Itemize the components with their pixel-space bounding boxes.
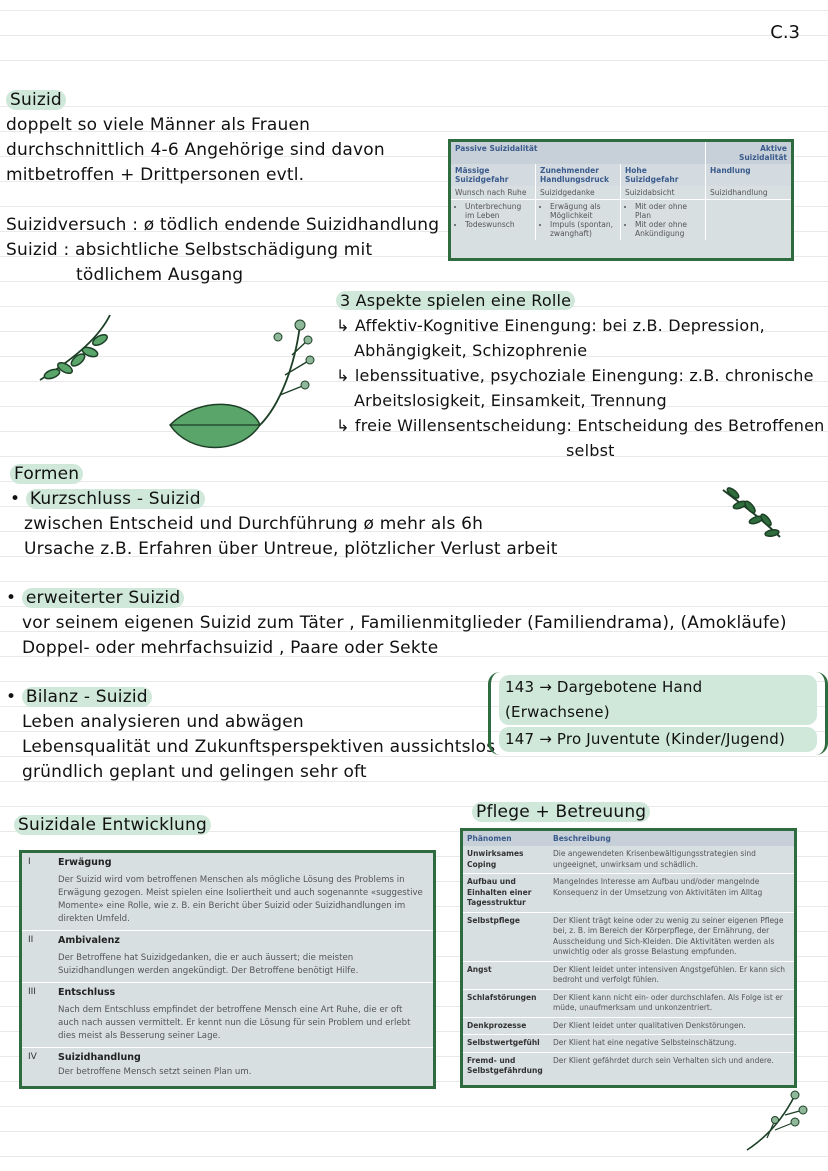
erweitert-title: erweiterter Suizid [22,588,185,608]
stage-number: IV [28,1052,37,1062]
col-header: Phänomen [463,831,549,846]
suizid-line: durchschnittlich 4-6 Angehörige sind davon [6,140,385,160]
phaenomen: Angst [463,961,549,989]
list-item: • Erwägung als Möglichkeit [550,202,616,220]
stage-text: Der betroffene Mensch setzt seinen Plan um. [58,1067,252,1077]
beschreibung: Der Klient trägt keine oder zu wenig zu seiner eigenen Pflege bei, z. B. im Bereich der Körperpflege, der Ernährung, der Ausscheidung und Sich-Kleiden. Die Aktivitäten werden als unwichtig oder als grosse Belastung empfunden. [549,912,794,961]
stage-number: I [28,857,31,867]
table-row [463,1035,794,1053]
bilanz-line: gründlich geplant und gelingen sehr oft [22,762,367,782]
beschreibung: Der Klient hat eine negative Selbsteinschätzung. [549,1035,794,1053]
erweitert-line: Doppel- oder mehrfachsuizid , Paare oder Sekte [22,638,439,658]
stage-row [22,1048,433,1083]
hotline-143: 143 → Dargebotene Hand (Erwachsene) [499,675,817,725]
bilanz-line: Leben analysieren und abwägen [22,712,304,732]
list-item: • Mit oder ohne Plan [635,202,701,220]
active-label: Aktive Suizidalität [706,142,792,164]
entwicklung-heading: Suizidale Entwicklung [14,815,211,835]
erweitert-section: • erweiterter Suizid vor seinem eigenen Suizid zum Täter , Familienmitglieder (Familiendrama), (Amokläufe) Doppel- oder mehrfachsuizid , Paare oder Sekte [6,586,787,661]
list-item: • Todeswunsch [465,220,531,229]
stage-row [22,853,433,931]
sprig-icon [30,310,120,390]
entwicklung-table [19,850,436,1089]
aspekte-heading: 3 Aspekte spielen eine Rolle [336,291,575,310]
stage-title: Erwägung [58,857,112,868]
kurzschluss-title: Kurzschluss - Suizid [26,489,205,509]
beschreibung: Der Klient leidet unter intensiven Angstgefühlen. Er kann sich bedroht und verfolgt fühlen. [549,961,794,989]
col-header: Beschreibung [549,831,794,846]
table-cell: Wunsch nach Ruhe [451,186,536,200]
list-item: • Mit oder ohne Ankündigung [635,220,701,238]
table-row [463,1052,794,1080]
col-header: Hohe Suizidgefahr [621,164,706,186]
stage-row [22,931,433,983]
aspekt-item: ↳ lebenssituative, psychoziale Einengung: z.B. chronische [336,366,814,385]
table-row [463,846,794,874]
aspekt-item-cont: Abhängigkeit, Schizophrenie [354,341,588,360]
beschreibung: Die angewendeten Krisenbewältigungsstrategien sind ungeeignet, unwirksam und schädlich. [549,846,794,874]
formen-section: Formen • Kurzschluss - Suizid zwischen Entscheid und Durchführung ø mehr als 6h Ursache z.B. Erfahren über Untreue, plötzlicher Verlust arbeit [10,462,558,562]
aspekt-item: ↳ Affektiv-Kognitive Einengung: bei z.B. Depression, [336,316,765,335]
beschreibung: Der Klient kann nicht ein- oder durchschlafen. Als Folge ist er müde, unaufmerksam und unkonzentriert. [549,989,794,1017]
pflege-heading-wrap [472,800,650,825]
phaenomen: Selbstpflege [463,912,549,961]
suizid-section [6,88,385,188]
table-row [463,1017,794,1035]
col-header: Zunehmender Handlungsdruck [536,164,621,186]
phaenomen: Denkprozesse [463,1017,549,1035]
fern-icon [718,485,788,545]
bilanz-section: • Bilanz - Suizid Leben analysieren und abwägen Lebensqualität und Zukunftsperspektiven aussichtslos gründlich geplant und gelingen sehr oft [6,685,495,785]
suizid-definitions [6,213,439,288]
phaenomen: Unwirksames Coping [463,846,549,874]
beschreibung: Der Klient gefährdet durch sein Verhalten sich und andere. [553,1055,774,1065]
page-number: C.3 [770,22,800,43]
phaenomen: Selbstwertgefühl [463,1035,549,1053]
table-cell: Suizidhandlung [706,186,792,200]
stage-text: Der Betroffene hat Suizidgedanken, die er auch äussert; die meisten Suizidhandlungen werden angekündigt. Der Betroffene benötigt Hilfe. [58,953,359,976]
stage-title: Suizidhandlung [58,1052,141,1063]
bilanz-title: Bilanz - Suizid [22,687,152,707]
hotlines-box [488,672,828,755]
pflege-table [460,828,797,1088]
entwicklung-heading-wrap [14,813,211,838]
beschreibung: Der Klient leidet unter qualitativen Denkstörungen. [549,1017,794,1035]
col-header: Handlung [706,164,792,186]
kurzschluss-line: Ursache z.B. Erfahren über Untreue, plötzlicher Verlust arbeit [24,539,558,559]
aspekte-section [336,288,825,463]
big-leaf-icon [160,315,320,465]
stage-title: Entschluss [58,987,116,998]
stage-row [22,983,433,1048]
stage-text: Der Suizid wird vom betroffenen Menschen als mögliche Lösung des Problems in Erwägung gezogen. Meist spielen eine Isoliertheit und auch sogenannte «suggestive Momente» eine Rolle, wie z. B. ein Bericht über Suizid oder Suizidhandlungen im direkten Umfeld. [58,875,423,924]
suizid-line: doppelt so viele Männer als Frauen [6,115,311,135]
aspekt-item: ↳ freie Willensentscheidung: Entscheidung des Betroffenen [336,416,825,435]
suizidalitaet-table [448,139,794,261]
aspekt-item-cont: Arbeitslosigkeit, Einsamkeit, Trennung [354,391,667,410]
phaenomen: Aufbau und Einhalten einer Tagesstruktur [463,874,549,913]
definition-suizid: Suizid : absichtliche Selbstschädigung mit [6,240,373,260]
berry-sprig-icon [745,1090,810,1155]
passive-label: Passive Suizidalität [451,142,706,164]
table-row [463,912,794,961]
table-row [463,874,794,913]
suizid-line: mitbetroffen + Drittpersonen evtl. [6,165,305,185]
table-row [463,989,794,1017]
list-item: • Unterbrechung im Leben [465,202,531,220]
phaenomen: Schlafstörungen [463,989,549,1017]
list-item: • Impuls (spontan, zwanghaft) [550,220,616,238]
beschreibung: Mangelndes Interesse am Aufbau und/oder mangelnde Konsequenz in der Umsetzung von Aktivitäten im Alltag [549,874,794,913]
suizid-heading: Suizid [6,90,66,110]
stage-number: III [28,987,36,997]
stage-number: II [28,935,34,945]
definition-suizid-cont: tödlichem Ausgang [76,265,244,285]
table-cell: Suizidgedanke [536,186,621,200]
aspekt-item-cont: selbst [566,441,615,460]
hotline-147: 147 → Pro Juventute (Kinder/Jugend) [499,727,817,752]
stage-text: Nach dem Entschluss empfindet der betroffene Mensch eine Art Ruhe, die er oft auch nach aussen vermittelt. Er kennt nun die Lösung für sein Problem und erlebt dies meist als Besserung seiner Lage. [58,1005,411,1041]
phaenomen: Fremd- und Selbstgefährdung [467,1055,543,1075]
definition-suizidversuch: Suizidversuch : ø tödlich endende Suizidhandlung [6,215,440,235]
stage-title: Ambivalenz [58,935,120,946]
table-cell: Suizidabsicht [621,186,706,200]
erweitert-line: vor seinem eigenen Suizid zum Täter , Familienmitglieder (Familiendrama), (Amokläufe) [22,613,787,633]
kurzschluss-line: zwischen Entscheid und Durchführung ø mehr als 6h [24,514,484,534]
formen-heading: Formen [10,464,83,484]
pflege-heading: Pflege + Betreuung [472,802,650,822]
col-header: Mässige Suizidgefahr [451,164,536,186]
table-row [463,961,794,989]
bilanz-line: Lebensqualität und Zukunftsperspektiven aussichtslos [22,737,496,757]
